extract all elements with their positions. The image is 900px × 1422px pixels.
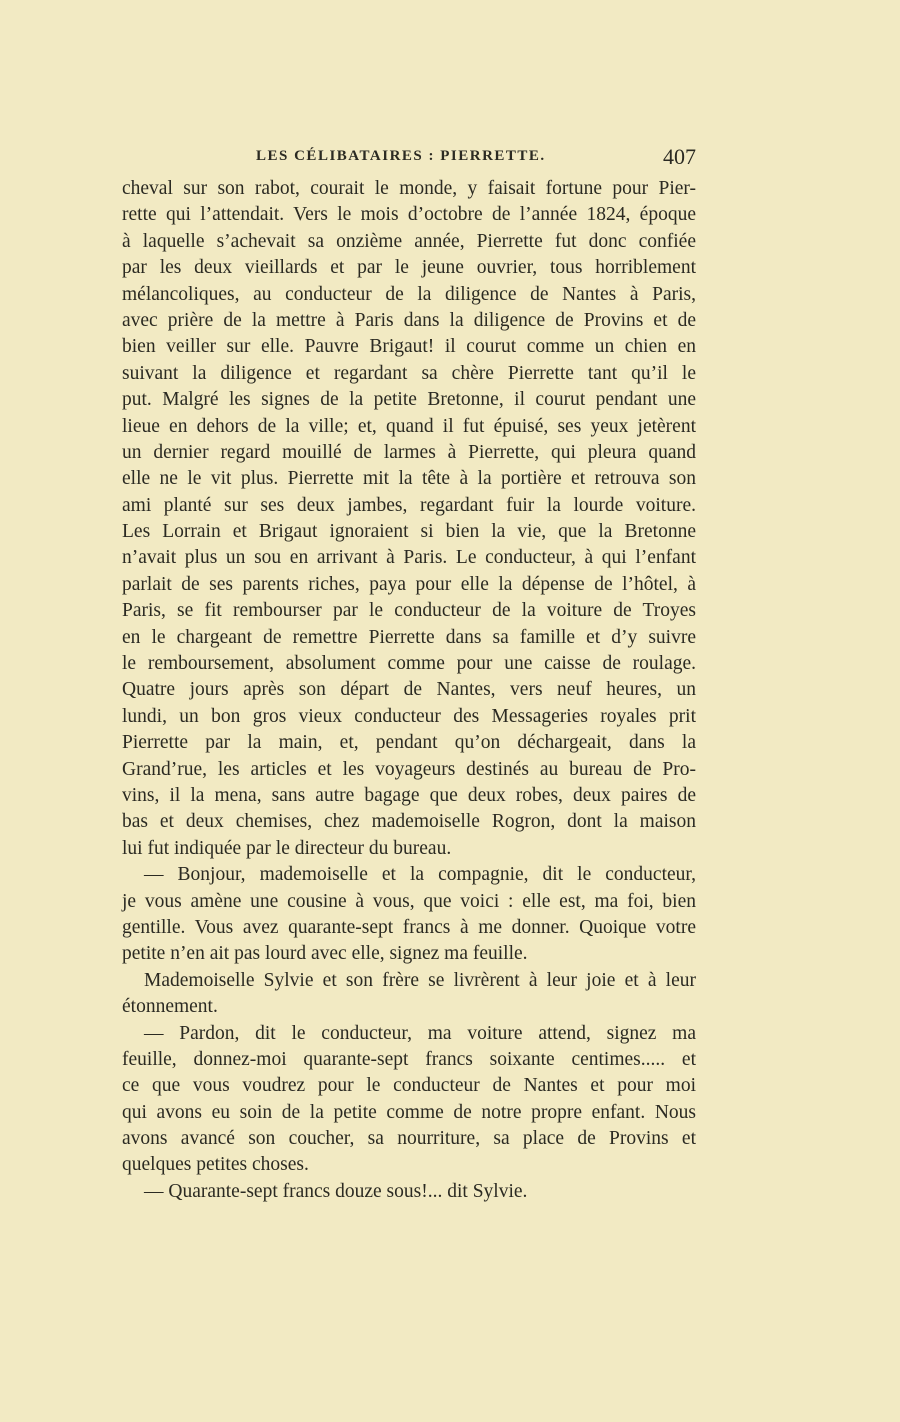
text-line: Les Lorrain et Brigaut ignoraient si bien la vie, que la Bretonne: [122, 521, 696, 543]
text-line: en le chargeant de remettre Pierrette dans sa famille et d’y suivre: [122, 626, 696, 648]
running-title: LES CÉLIBATAIRES : PIERRETTE.: [256, 148, 546, 164]
text-line: — Bonjour, mademoiselle et la compagnie, dit le conducteur,: [144, 864, 696, 886]
text-line: qui avons eu soin de la petite comme de notre propre enfant. Nous: [122, 1101, 696, 1123]
text-line: cheval sur son rabot, courait le monde, y faisait fortune pour Pier-: [122, 178, 696, 199]
text-line: je vous amène une cousine à vous, que voici : elle est, ma foi, bien: [122, 890, 696, 912]
text-line: lundi, un bon gros vieux conducteur des Messageries royales prit: [122, 705, 696, 727]
text-line: put. Malgré les signes de la petite Bretonne, il courut pendant une: [122, 389, 696, 411]
text-line: Grand’rue, les articles et les voyageurs destinés au bureau de Pro-: [122, 758, 696, 780]
text-line: gentille. Vous avez quarante-sept francs à me donner. Quoique votre: [122, 916, 696, 938]
text-line: mélancoliques, au conducteur de la diligence de Nantes à Paris,: [122, 283, 696, 305]
text-line: bien veiller sur elle. Pauvre Brigaut! il courut comme un chien en: [122, 336, 696, 358]
text-line: ami planté sur ses deux jambes, regardant fuir la lourde voiture.: [122, 494, 696, 516]
text-line: avec prière de la mettre à Paris dans la diligence de Provins et de: [122, 309, 696, 331]
text-line: elle ne le vit plus. Pierrette mit la tête à la portière et retrouva son: [122, 468, 696, 490]
text-line: feuille, donnez-moi quarante-sept francs soixante centimes..... et: [122, 1048, 696, 1070]
text-line: lui fut indiquée par le directeur du bureau.: [122, 837, 452, 859]
text-line: petite n’en ait pas lourd avec elle, signez ma feuille.: [122, 943, 528, 965]
text-line: un dernier regard mouillé de larmes à Pierrette, qui pleura quand: [122, 441, 696, 463]
text-line: par les deux vieillards et par le jeune ouvrier, tous horriblement: [122, 257, 696, 279]
text-line: rette qui l’attendait. Vers le mois d’octobre de l’année 1824, époque: [122, 204, 696, 226]
page-number: 407: [663, 144, 696, 169]
text-line: ce que vous voudrez pour le conducteur de Nantes et pour moi: [122, 1075, 696, 1097]
text-line: n’avait plus un sou en arrivant à Paris. Le conducteur, à qui l’enfant: [122, 547, 696, 569]
text-line: — Quarante-sept francs douze sous!... dit Sylvie.: [144, 1180, 528, 1202]
text-line: bas et deux chemises, chez mademoiselle Rogron, dont la maison: [122, 811, 696, 833]
text-line: quelques petites choses.: [122, 1154, 309, 1176]
text-line: suivant la diligence et regardant sa chère Pierrette tant qu’il le: [122, 362, 696, 384]
text-line: à laquelle s’achevait sa onzième année, Pierrette fut donc confiée: [122, 230, 696, 252]
text-line: lieue en dehors de la ville; et, quand il fut épuisé, ses yeux jetèrent: [122, 415, 696, 437]
text-line: le remboursement, absolument comme pour une caisse de roulage.: [122, 653, 696, 675]
text-line: — Pardon, dit le conducteur, ma voiture attend, signez ma: [144, 1022, 696, 1044]
page-body-text: [122, 176, 696, 1205]
text-line: Pierrette par la main, et, pendant qu’on déchargeait, dans la: [122, 732, 696, 754]
page-header: [122, 146, 696, 172]
text-line: Mademoiselle Sylvie et son frère se livrèrent à leur joie et à leur: [144, 969, 696, 991]
text-line: avons avancé son coucher, sa nourriture, sa place de Provins et: [122, 1128, 696, 1150]
text-line: vins, il la mena, sans autre bagage que deux robes, deux paires de: [122, 784, 696, 806]
text-line: Paris, se fit rembourser par le conducteur de la voiture de Troyes: [122, 600, 696, 622]
text-line: Quatre jours après son départ de Nantes, vers neuf heures, un: [122, 679, 696, 701]
text-line: étonnement.: [122, 996, 218, 1018]
text-line: parlait de ses parents riches, paya pour elle la dépense de l’hôtel, à: [122, 573, 696, 595]
